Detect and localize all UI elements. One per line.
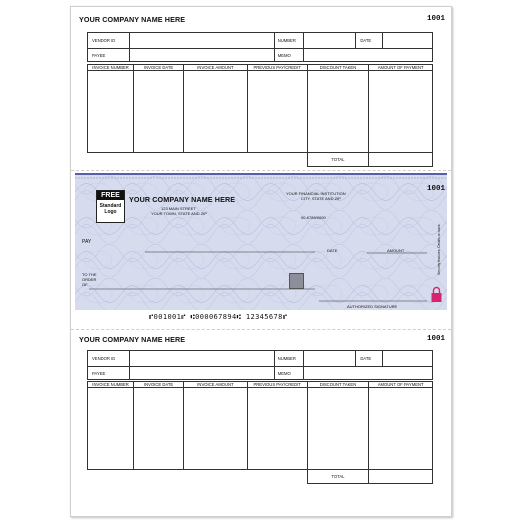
memo-field[interactable] bbox=[304, 49, 433, 62]
payee-field[interactable] bbox=[129, 49, 274, 62]
number-label: NUMBER bbox=[274, 33, 304, 49]
number-field[interactable] bbox=[304, 33, 356, 49]
invoice-cell[interactable] bbox=[369, 71, 433, 153]
total-field[interactable] bbox=[369, 153, 433, 167]
col-previous-pay: PREVIOUS PAY/CREDIT bbox=[247, 382, 307, 388]
invoice-cell[interactable] bbox=[307, 388, 369, 470]
payee-label: PAYEE bbox=[88, 367, 130, 380]
invoice-table bbox=[87, 381, 433, 484]
security-note: Security features. Details on back. bbox=[437, 223, 441, 275]
check-company-name: YOUR COMPANY NAME HERE bbox=[129, 195, 236, 204]
bank-name: YOUR FINANCIAL INSTITUTION bbox=[286, 191, 346, 196]
check-number: 1001 bbox=[427, 185, 446, 193]
col-amount-of-payment: AMOUNT OF PAYMENT bbox=[369, 382, 433, 388]
total-label: TOTAL bbox=[307, 153, 369, 167]
memo-label: MEMO bbox=[274, 49, 304, 62]
pay-label: PAY bbox=[82, 239, 92, 245]
col-invoice-date: INVOICE DATE bbox=[134, 65, 184, 71]
stub-company-name: YOUR COMPANY NAME HERE bbox=[79, 15, 186, 24]
micr-line: ⑈001001⑈ ⑆000067894⑆ 12345678⑈ bbox=[149, 313, 288, 321]
logo-logo-text: Logo bbox=[104, 209, 117, 215]
of-label: OF bbox=[82, 282, 88, 287]
invoice-cell[interactable] bbox=[134, 388, 184, 470]
invoice-cell[interactable] bbox=[184, 388, 248, 470]
date-field[interactable] bbox=[382, 351, 432, 367]
number-field[interactable] bbox=[304, 351, 356, 367]
invoice-table bbox=[87, 64, 433, 167]
vendor-id-label: VENDOR ID bbox=[88, 351, 130, 367]
invoice-cell[interactable] bbox=[369, 388, 433, 470]
bank-city: CITY, STATE AND ZIP bbox=[301, 196, 341, 201]
to-the-label: TO THE bbox=[82, 272, 97, 277]
col-invoice-date: INVOICE DATE bbox=[134, 382, 184, 388]
col-previous-pay: PREVIOUS PAY/CREDIT bbox=[247, 65, 307, 71]
vendor-id-field[interactable] bbox=[129, 33, 274, 49]
check-body bbox=[75, 173, 447, 310]
stub-check-number: 1001 bbox=[427, 15, 446, 23]
col-discount-taken: DISCOUNT TAKEN bbox=[307, 382, 369, 388]
security-hologram bbox=[289, 273, 304, 289]
stub-company-name: YOUR COMPANY NAME HERE bbox=[79, 335, 186, 344]
stub-header-table bbox=[87, 32, 433, 62]
total-label: TOTAL bbox=[307, 470, 369, 484]
memo-label: MEMO bbox=[274, 367, 304, 380]
vendor-id-field[interactable] bbox=[129, 351, 274, 367]
memo-field[interactable] bbox=[304, 367, 433, 380]
date-field[interactable] bbox=[382, 33, 432, 49]
invoice-cell[interactable] bbox=[88, 388, 134, 470]
routing-fraction: 00-6789/0000 bbox=[301, 215, 326, 220]
total-field[interactable] bbox=[369, 470, 433, 484]
check-form-page bbox=[70, 6, 452, 517]
padlock-icon bbox=[430, 286, 443, 303]
signature-label: AUTHORIZED SIGNATURE bbox=[347, 304, 398, 309]
date-label: DATE bbox=[356, 351, 382, 367]
logo-standard-text: Standard bbox=[99, 203, 122, 209]
col-invoice-amount: INVOICE AMOUNT bbox=[184, 65, 248, 71]
invoice-cell[interactable] bbox=[247, 71, 307, 153]
col-invoice-number: INVOICE NUMBER bbox=[88, 382, 134, 388]
vendor-id-label: VENDOR ID bbox=[88, 33, 130, 49]
check-amount-label: AMOUNT bbox=[387, 248, 405, 253]
date-label: DATE bbox=[356, 33, 382, 49]
col-invoice-amount: INVOICE AMOUNT bbox=[184, 382, 248, 388]
payee-field[interactable] bbox=[129, 367, 274, 380]
company-address-line2: YOUR TOWN, STATE AND ZIP bbox=[151, 211, 207, 216]
stub-header-table bbox=[87, 350, 433, 380]
col-amount-of-payment: AMOUNT OF PAYMENT bbox=[369, 65, 433, 71]
invoice-cell[interactable] bbox=[134, 71, 184, 153]
invoice-cell[interactable] bbox=[247, 388, 307, 470]
perforation-line bbox=[71, 329, 451, 330]
invoice-cell[interactable] bbox=[307, 71, 369, 153]
company-logo bbox=[96, 190, 125, 223]
perforation-line bbox=[71, 170, 451, 171]
col-invoice-number: INVOICE NUMBER bbox=[88, 65, 134, 71]
company-address-line1: 123 MAIN STREET bbox=[161, 206, 196, 211]
invoice-cell[interactable] bbox=[184, 71, 248, 153]
payee-label: PAYEE bbox=[88, 49, 130, 62]
number-label: NUMBER bbox=[274, 351, 304, 367]
stub-check-number: 1001 bbox=[427, 335, 446, 343]
total-spacer bbox=[88, 470, 308, 484]
logo-free-text: FREE bbox=[97, 191, 124, 200]
total-spacer bbox=[88, 153, 308, 167]
check-date-label: DATE bbox=[327, 248, 338, 253]
invoice-cell[interactable] bbox=[88, 71, 134, 153]
col-discount-taken: DISCOUNT TAKEN bbox=[307, 65, 369, 71]
order-label: ORDER bbox=[82, 277, 97, 282]
